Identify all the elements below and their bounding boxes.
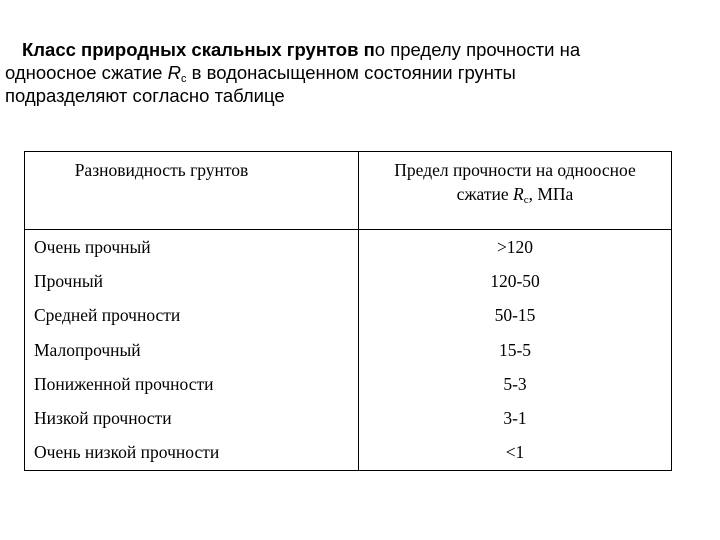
table-row bbox=[25, 401, 672, 435]
intro-line-2-after: в водонасыщенном состоянии грунты bbox=[186, 62, 516, 83]
table-row bbox=[25, 264, 672, 298]
intro-line-2-before: одноосное сжатие bbox=[5, 62, 168, 83]
header-strength-line-1: Предел прочности на одноосное bbox=[394, 160, 636, 180]
strength-cell: <1 bbox=[359, 436, 672, 471]
intro-bold-text: Класс природных скальных грунтов п bbox=[22, 39, 375, 60]
table-row bbox=[25, 230, 672, 265]
strength-cell: 50-15 bbox=[359, 299, 672, 333]
header-strength bbox=[359, 152, 672, 230]
intro-line-2 bbox=[5, 61, 705, 84]
header-rc-symbol: R bbox=[513, 184, 524, 204]
strength-cell: 5-3 bbox=[359, 367, 672, 401]
variety-cell: Низкой прочности bbox=[25, 401, 359, 435]
strength-cell: 3-1 bbox=[359, 401, 672, 435]
strength-cell: 120-50 bbox=[359, 264, 672, 298]
header-strength-prefix: сжатие bbox=[456, 184, 513, 204]
table-row bbox=[25, 333, 672, 367]
table-row bbox=[25, 367, 672, 401]
variety-cell: Очень прочный bbox=[25, 230, 359, 265]
variety-cell: Средней прочности bbox=[25, 299, 359, 333]
table-header-row bbox=[25, 152, 672, 230]
intro-line-1 bbox=[5, 38, 705, 61]
variety-cell: Пониженной прочности bbox=[25, 367, 359, 401]
variety-cell: Прочный bbox=[25, 264, 359, 298]
header-rc-subscript: c bbox=[523, 194, 529, 206]
table-row bbox=[25, 299, 672, 333]
strength-cell: 15-5 bbox=[359, 333, 672, 367]
header-variety: Разновидность грунтов bbox=[25, 152, 359, 230]
rc-subscript: c bbox=[180, 73, 187, 85]
variety-cell: Малопрочный bbox=[25, 333, 359, 367]
intro-paragraph bbox=[5, 38, 705, 107]
table-row bbox=[25, 436, 672, 471]
header-strength-unit: , МПа bbox=[528, 184, 574, 204]
strength-cell: >120 bbox=[359, 230, 672, 265]
soil-strength-table bbox=[24, 151, 672, 471]
header-strength-line-2 bbox=[457, 184, 574, 204]
variety-cell: Очень низкой прочности bbox=[25, 436, 359, 471]
rc-symbol: R bbox=[167, 62, 181, 83]
intro-line-1-rest: о пределу прочности на bbox=[374, 39, 581, 60]
intro-line-3: подразделяют согласно таблице bbox=[5, 85, 285, 106]
